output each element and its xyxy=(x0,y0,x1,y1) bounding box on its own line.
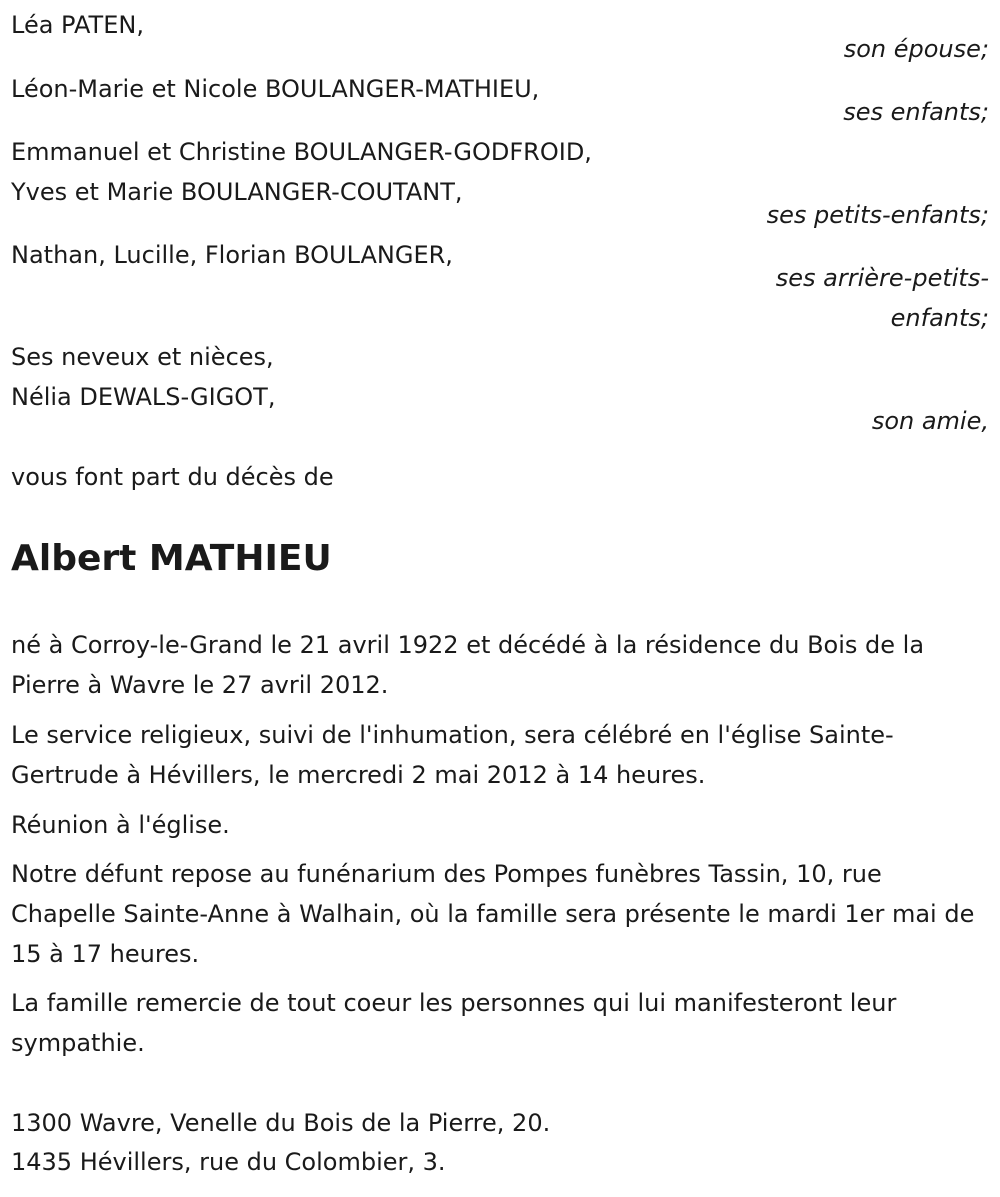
address-wavre: 1300 Wavre, Venelle du Bois de la Pierre, 20. xyxy=(11,1109,551,1137)
family-line-grandchildren-2: Yves et Marie BOULANGER-COUTANT, xyxy=(11,178,463,206)
role-great-grandchildren-2: enfants; xyxy=(890,304,989,332)
paragraph-service: Le service religieux, suivi de l'inhumation, sera célébré en l'église Sainte-Gertrude à Hévillers, le mercredi 2 mai 2012 à 14 heures. xyxy=(11,721,894,789)
role-grandchildren: ses petits-enfants; xyxy=(766,201,989,229)
role-friend: son amie, xyxy=(871,407,989,435)
family-line-spouse: Léa PATEN, xyxy=(11,11,144,39)
paragraph-meeting: Réunion à l'église. xyxy=(11,811,230,839)
role-great-grandchildren-1: ses arrière-petits- xyxy=(775,264,989,292)
family-line-children: Léon-Marie et Nicole BOULANGER-MATHIEU, xyxy=(11,75,540,103)
family-line-friend: Nélia DEWALS-GIGOT, xyxy=(11,383,276,411)
paragraph-funeral-home: Notre défunt repose au funénarium des Pompes funèbres Tassin, 10, rue Chapelle Sainte-Anne à Walhain, où la famille sera présente le mardi 1er mai de 15 à 17 heures. xyxy=(11,860,975,968)
address-hevillers: 1435 Hévillers, rue du Colombier, 3. xyxy=(11,1148,446,1176)
role-children: ses enfants; xyxy=(843,98,989,126)
role-spouse: son épouse; xyxy=(843,35,989,63)
deceased-name: Albert MATHIEU xyxy=(11,538,332,579)
intro-text: vous font part du décès de xyxy=(11,463,334,491)
family-line-grandchildren-1: Emmanuel et Christine BOULANGER-GODFROID, xyxy=(11,138,592,166)
paragraph-thanks: La famille remercie de tout coeur les personnes qui lui manifesteront leur sympathie. xyxy=(11,989,897,1057)
family-line-great-grandchildren: Nathan, Lucille, Florian BOULANGER, xyxy=(11,241,453,269)
paragraph-birth-death: né à Corroy-le-Grand le 21 avril 1922 et décédé à la résidence du Bois de la Pierre à Wavre le 27 avril 2012. xyxy=(11,631,925,699)
family-line-nephews: Ses neveux et nièces, xyxy=(11,343,274,371)
